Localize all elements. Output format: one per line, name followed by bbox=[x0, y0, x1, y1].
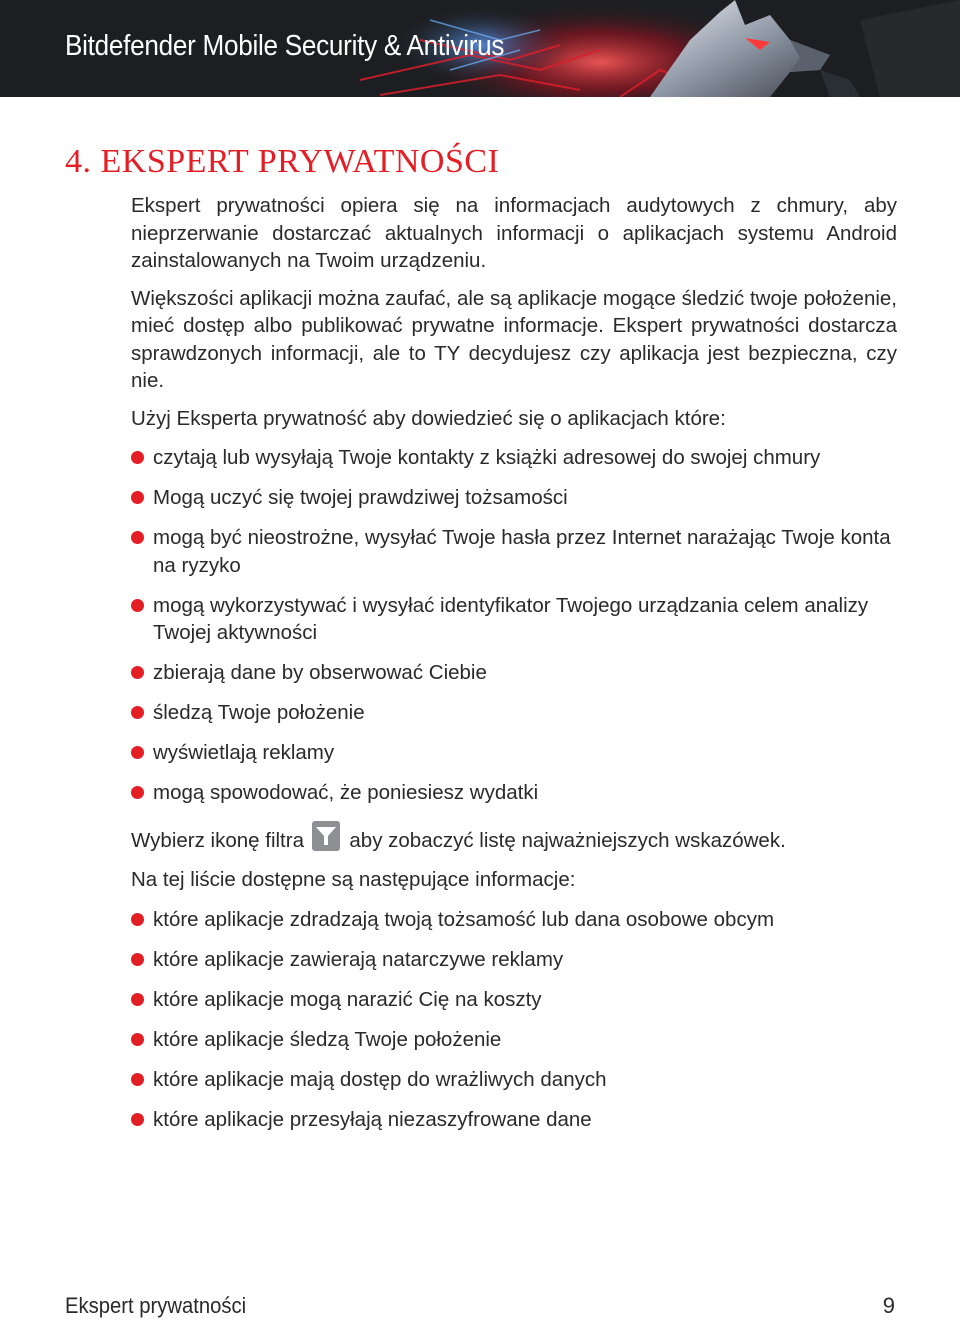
bullet-dot-icon bbox=[131, 1033, 144, 1046]
list-item: śledzą Twoje położenie bbox=[131, 699, 897, 727]
list-item: wyświetlają reklamy bbox=[131, 739, 897, 767]
header-title: Bitdefender Mobile Security & Antivirus bbox=[65, 30, 505, 62]
filter-text-before: Wybierz ikonę filtra bbox=[131, 828, 304, 852]
list-item: które aplikacje zawierają natarczywe reklamy bbox=[131, 946, 897, 974]
list-item: Mogą uczyć się twojej prawdziwej tożsamości bbox=[131, 484, 897, 512]
apps-behavior-list bbox=[131, 444, 897, 807]
list-item: które aplikacje mogą narazić Cię na koszty bbox=[131, 986, 897, 1014]
bullet-dot-icon bbox=[131, 746, 144, 759]
list-intro-info: Na tej liście dostępne są następujące informacje: bbox=[131, 868, 576, 891]
filter-instruction bbox=[131, 821, 897, 855]
page-header bbox=[0, 0, 960, 97]
bullet-dot-icon bbox=[131, 1073, 144, 1086]
filter-info-list bbox=[131, 906, 897, 1134]
bullet-dot-icon bbox=[131, 913, 144, 926]
bullet-dot-icon bbox=[131, 706, 144, 719]
bullet-dot-icon bbox=[131, 786, 144, 799]
paragraph-intro: Ekspert prywatności opiera się na informacjach audytowych z chmury, aby nieprzerwanie dostarczać aktualnych informacji o aplikacjach systemu Android zainstalowanych na Twoim urządzeniu. bbox=[131, 194, 897, 272]
list-item: mogą spowodować, że poniesiesz wydatki bbox=[131, 779, 897, 807]
bullet-dot-icon bbox=[131, 953, 144, 966]
footer-section-name: Ekspert prywatności bbox=[65, 1293, 247, 1318]
list-item: czytają lub wysyłają Twoje kontakty z książki adresowej do swojej chmury bbox=[131, 444, 897, 472]
list-item: które aplikacje śledzą Twoje położenie bbox=[131, 1026, 897, 1054]
bullet-dot-icon bbox=[131, 531, 144, 544]
bullet-dot-icon bbox=[131, 599, 144, 612]
list-intro-apps: Użyj Eksperta prywatność aby dowiedzieć się o aplikacjach które: bbox=[131, 406, 726, 430]
main-content bbox=[131, 192, 897, 1146]
filter-icon bbox=[312, 821, 340, 851]
paragraph-trust: Większości aplikacji można zaufać, ale są aplikacje mogące śledzić twoje położenie, mieć dostęp albo publikować prywatne informacje. Ekspert prywatności dostarcza sprawdzonych informacji, ale to TY decydujesz czy aplikacja jest bezpieczna, czy nie. bbox=[131, 286, 897, 392]
footer-page-number: 9 bbox=[882, 1293, 895, 1318]
list-item: zbierają dane by obserwować Ciebie bbox=[131, 659, 897, 687]
filter-text-after: aby zobaczyć listę najważniejszych wskazówek. bbox=[349, 828, 786, 852]
bullet-dot-icon bbox=[131, 666, 144, 679]
list-item: które aplikacje przesyłają niezaszyfrowane dane bbox=[131, 1106, 897, 1134]
section-title: 4. EKSPERT PRYWATNOŚCI bbox=[65, 143, 500, 180]
bullet-dot-icon bbox=[131, 1113, 144, 1126]
list-item: mogą być nieostrożne, wysyłać Twoje hasła przez Internet narażając Twoje konta na ryzyko bbox=[131, 524, 897, 579]
list-item: które aplikacje mają dostęp do wrażliwych danych bbox=[131, 1066, 897, 1094]
bullet-dot-icon bbox=[131, 491, 144, 504]
bullet-dot-icon bbox=[131, 993, 144, 1006]
bullet-dot-icon bbox=[131, 451, 144, 464]
list-item: które aplikacje zdradzają twoją tożsamość lub dana osobowe obcym bbox=[131, 906, 897, 934]
list-item: mogą wykorzystywać i wysyłać identyfikator Twojego urządzania celem analizy Twojej aktywności bbox=[131, 592, 897, 647]
